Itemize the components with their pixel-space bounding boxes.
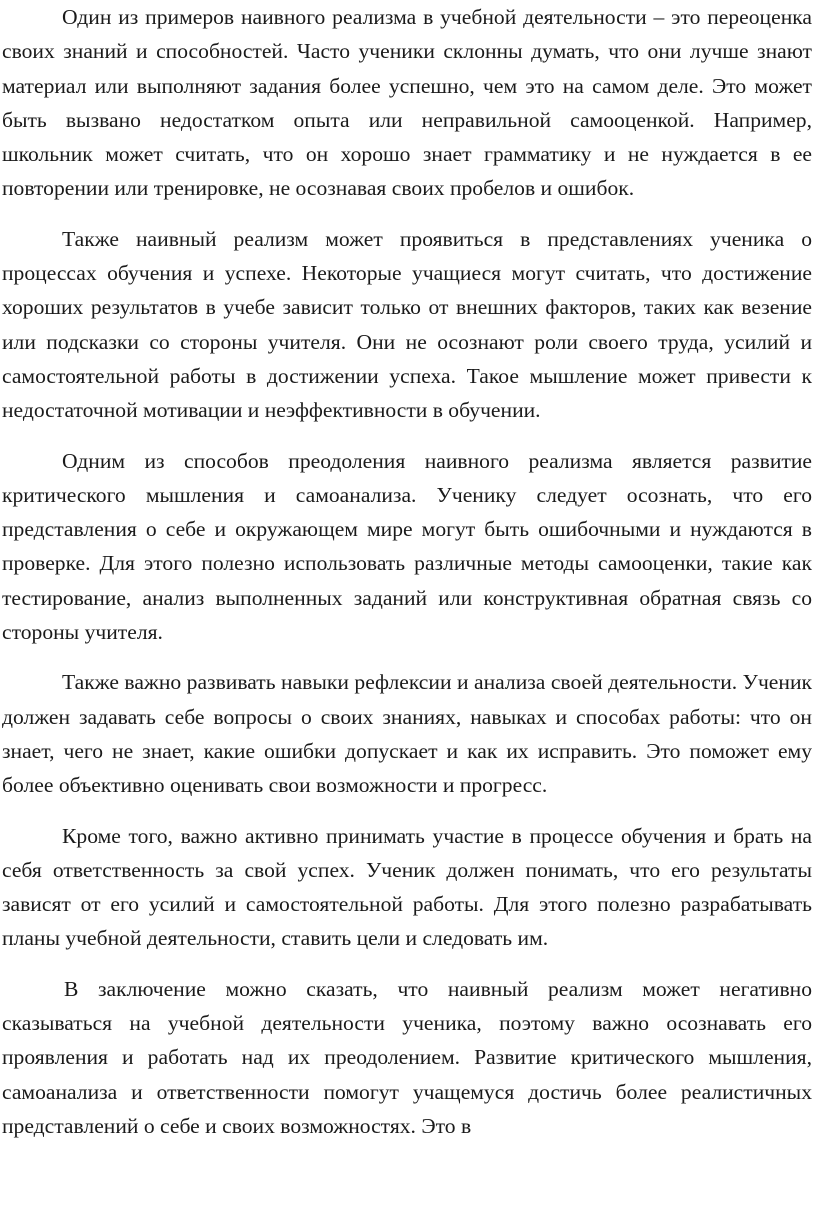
- paragraph-5: Кроме того, важно активно принимать участие в процессе обучения и брать на себя ответственность за свой успех. Ученик должен понимать, что его результаты зависят от его усилий и самостоятельной работы. Для этого полезно разрабатывать планы учебной деятельности, ставить цели и следовать им.: [2, 823, 812, 951]
- document-body: [2, 0, 812, 1143]
- paragraph-3: Одним из способов преодоления наивного реализма является развитие критического мышления и самоанализа. Ученику следует осознать, что его представления о себе и окружающем мире могут быть ошибочными и нуждаются в проверке. Для этого полезно использовать различные методы самооценки, такие как тестирование, анализ выполненных заданий или конструктивная обратная связь со стороны учителя.: [2, 448, 812, 645]
- paragraph-2: Также наивный реализм может проявиться в представлениях ученика о процессах обучения и успехе. Некоторые учащиеся могут считать, что достижение хороших результатов в учебе зависит только от внешних факторов, таких как везение или подсказки со стороны учителя. Они не осознают роли своего труда, усилий и самостоятельной работы в достижении успеха. Такое мышление может привести к недостаточной мотивации и неэффективности в обучении.: [2, 226, 812, 423]
- paragraph-4: Также важно развивать навыки рефлексии и анализа своей деятельности. Ученик должен задавать себе вопросы о своих знаниях, навыках и способах работы: что он знает, чего не знает, какие ошибки допускает и как их исправить. Это поможет ему более объективно оценивать свои возможности и прогресс.: [2, 670, 812, 798]
- paragraph-1: Один из примеров наивного реализма в учебной деятельности – это переоценка своих знаний и способностей. Часто ученики склонны думать, что они лучше знают материал или выполняют задания более успешно, чем это на самом деле. Это может быть вызвано недостатком опыта или неправильной самооценкой. Например, школьник может считать, что он хорошо знает грамматику и не нуждается в ее повторении или тренировке, не осознавая своих пробелов и ошибок.: [2, 5, 812, 201]
- paragraph-6: В заключение можно сказать, что наивный реализм может негативно сказываться на учебной деятельности ученика, поэтому важно осознавать его проявления и работать над их преодолением. Развитие критического мышления, самоанализа и ответственности помогут учащемуся достичь более реалистичных представлений о себе и своих возможностях. Это в: [2, 976, 812, 1138]
